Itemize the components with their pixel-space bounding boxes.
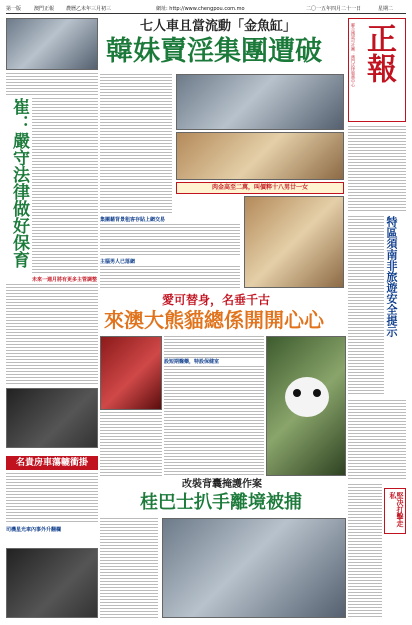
street-photo <box>6 18 98 70</box>
speaker-photo <box>100 336 162 410</box>
left-column <box>6 18 98 620</box>
lead-subhead-2: 主腦男人已落網 <box>100 259 136 265</box>
panda-article-body <box>164 336 264 476</box>
left-text-block <box>6 73 98 95</box>
panda-subhead: 設短期醫藥，特設保健室 <box>164 358 264 365</box>
masthead-box <box>348 18 406 122</box>
left-bottom-headline: 司機星光車內事外升翻欄 <box>6 527 62 533</box>
lead-photo-suspects <box>176 74 344 130</box>
website-url[interactable]: 網址: http://www.chengpou.com.mo <box>156 6 245 12</box>
right-boxed-text: 堅决打擊走私 <box>389 492 404 527</box>
right-vertical-headline: 特區須南非旅遊安全提示 <box>385 216 398 337</box>
panda-face-icon <box>285 377 329 417</box>
panda-headline: 來澳大熊貓總係開開心心 <box>104 308 324 332</box>
lead-article-body-3 <box>100 266 240 290</box>
arrest-photo <box>162 518 346 618</box>
lead-subhead-1: 集團藉背景租客存貼上網交易 <box>100 217 166 223</box>
masthead-logo: 正報 <box>361 23 396 83</box>
middle-column <box>100 18 346 620</box>
left-box-headline: 名貴房車蕩轆衝掛 <box>6 456 98 470</box>
bottom-left-photo <box>6 548 98 618</box>
issue-date: 二〇一五年四月二十一日 <box>306 6 362 12</box>
right-info-block <box>348 126 406 212</box>
panda-kicker: 愛可替身，名垂千古 <box>162 293 271 307</box>
lead-article-body <box>100 74 172 214</box>
right-article-body <box>348 216 384 396</box>
left-article-body <box>32 98 98 273</box>
right-article-body-2 <box>348 400 406 480</box>
paper-name: 澳門正報 <box>34 6 55 12</box>
bottom-headline: 桂巴士扒手離境被捕 <box>140 492 302 513</box>
lead-kicker: 七人車且當流動「金魚缸」 <box>140 19 297 34</box>
masthead-side-text: 聯合國認可社團：澳門法律服務中心 <box>351 23 356 87</box>
left-subhead: 未來一週月將有更多主管調整 <box>32 277 98 283</box>
left-article-body-3 <box>6 473 98 523</box>
lunar-date: 農曆乙未年三月初三 <box>66 6 112 12</box>
right-column <box>348 18 406 620</box>
bottom-article-body <box>100 518 158 618</box>
car-photo <box>6 388 98 448</box>
panda-article-body-2 <box>100 412 162 476</box>
lead-article-body-2 <box>100 224 240 256</box>
panda-eye-icon <box>293 389 301 397</box>
lead-caption: 肉金高至二萬，叫價粹十八男廿一女 <box>176 182 344 194</box>
page-topbar <box>6 4 406 14</box>
panda-eye-icon <box>313 389 321 397</box>
right-boxed-badge <box>384 488 406 534</box>
evidence-photo <box>244 196 344 288</box>
right-article-body-3 <box>348 484 382 618</box>
page-number: 第一版 <box>6 6 22 12</box>
lead-headline: 韓妹賣淫集團遭破 <box>106 36 322 67</box>
weekday: 星期二 <box>378 6 394 12</box>
lead-photo-evidence <box>176 132 344 180</box>
panda-photo <box>266 336 346 476</box>
left-article-body-2 <box>6 284 98 384</box>
bottom-kicker: 改裝背囊掩護作案 <box>182 479 262 490</box>
left-headline: 崔：嚴守法律做好保育 <box>9 98 29 268</box>
